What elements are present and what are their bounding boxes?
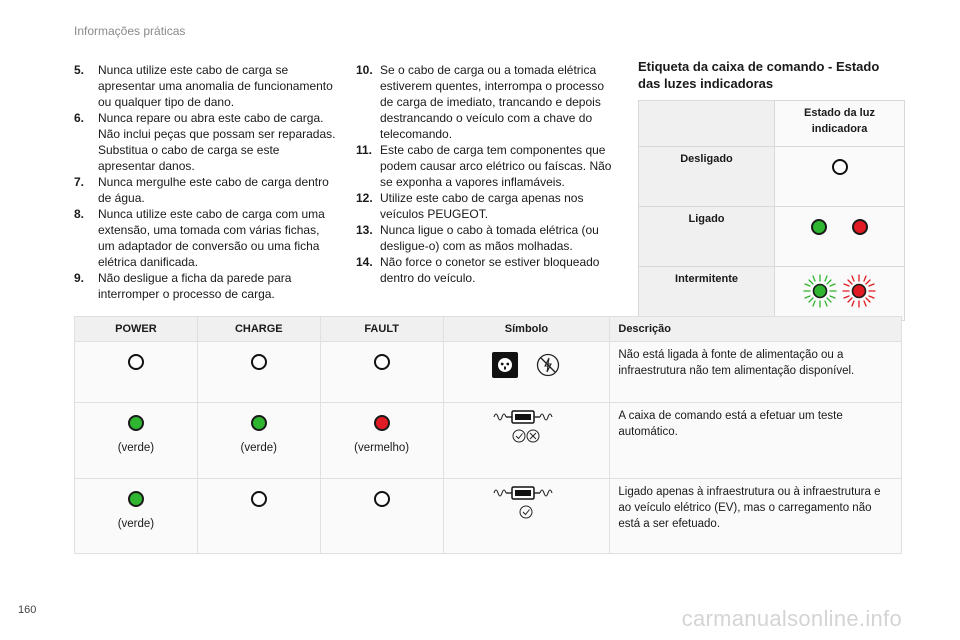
fault-cell — [320, 479, 443, 554]
warning-number: 12. — [356, 191, 373, 205]
led-green-icon — [128, 491, 144, 507]
led-on-cell — [775, 207, 905, 267]
led-green-icon — [128, 415, 144, 431]
table-row — [75, 479, 902, 554]
warning-text: Nunca utilize este cabo de carga se apresentar uma anomalia de funcionamento ou qualquer tipo de dano. — [98, 63, 333, 109]
plug-icon — [492, 352, 518, 378]
warning-number: 10. — [356, 63, 373, 77]
warning-number: 13. — [356, 223, 373, 237]
warning-item — [74, 174, 339, 206]
led-off-icon — [251, 354, 267, 370]
led-color-caption: (verde) — [117, 518, 155, 530]
led-color-caption: (verde) — [117, 442, 155, 454]
symbol-cell — [443, 479, 610, 554]
led-off-icon — [128, 354, 144, 370]
charge-cell — [197, 342, 320, 403]
description-text: Não está ligada à fonte de alimentação ou a infraestrutura não tem alimentação disponível. — [610, 342, 902, 403]
warning-number: 14. — [356, 255, 373, 269]
indicator-label-table — [638, 100, 905, 321]
no-power-icon — [535, 352, 561, 378]
led-red-icon — [852, 219, 868, 235]
warning-text: Nunca ligue o cabo à tomada elétrica (ou desligue-o) com as mãos molhadas. — [380, 223, 599, 253]
warning-text: Utilize este cabo de carga apenas nos veículos PEUGEOT. — [380, 191, 584, 221]
warning-item — [74, 206, 339, 270]
power-cell — [75, 479, 198, 554]
header-symbol: Símbolo — [443, 317, 610, 342]
warning-number: 7. — [74, 175, 85, 189]
led-off-icon — [251, 491, 267, 507]
state-label-off: Desligado — [639, 147, 775, 207]
watermark: carmanualsonline.info — [681, 606, 902, 631]
charge-cell — [197, 403, 320, 479]
symbol-cell — [443, 403, 610, 479]
warning-text: Nunca mergulhe este cabo de carga dentro de água. — [98, 175, 329, 205]
cable-check-icon — [492, 485, 560, 521]
warning-number: 6. — [74, 111, 85, 125]
header-charge: CHARGE — [197, 317, 320, 342]
label-table-title: Etiqueta da caixa de comando - Estado das luzes indicadoras — [638, 59, 880, 91]
led-red-icon — [374, 415, 390, 431]
warning-item — [356, 190, 618, 222]
warning-text: Nunca utilize este cabo de carga com uma extensão, uma tomada com várias fichas, um adaptador de conversão ou uma ficha elétrica danificada. — [98, 207, 325, 269]
led-off-icon — [374, 354, 390, 370]
power-cell — [75, 342, 198, 403]
warnings-list-left — [74, 62, 339, 302]
warning-text: Não desligue a ficha da parede para interromper o processo de carga. — [98, 271, 292, 301]
state-label-on: Ligado — [639, 207, 775, 267]
led-red-blinking-icon — [841, 273, 877, 309]
empty-header-cell — [639, 101, 775, 147]
table-row — [75, 403, 902, 479]
indicator-state-header: Estado da luz indicadora — [775, 101, 905, 147]
warning-text: Não force o conetor se estiver bloqueado dentro do veículo. — [380, 255, 600, 285]
warning-number: 8. — [74, 207, 85, 221]
warning-text: Nunca repare ou abra este cabo de carga. Não inclui peças que possam ser reparadas. Substitua o cabo de carga se este apresentar danos. — [98, 111, 336, 173]
fault-cell — [320, 342, 443, 403]
led-blinking-cell — [775, 267, 905, 321]
description-text: Ligado apenas à infraestrutura ou à infraestrutura e ao veículo elétrico (EV), mas o carregamento não está a ser efetuado. — [610, 479, 902, 554]
warning-number: 11. — [356, 143, 373, 157]
led-off-cell — [775, 147, 905, 207]
power-cell — [75, 403, 198, 479]
warning-item — [356, 62, 618, 142]
charge-cell — [197, 479, 320, 554]
led-off-icon — [374, 491, 390, 507]
fault-cell — [320, 403, 443, 479]
warning-number: 9. — [74, 271, 85, 285]
warning-item — [74, 110, 339, 174]
warnings-list-right — [356, 62, 618, 286]
table-row — [75, 342, 902, 403]
led-off-icon — [832, 159, 848, 175]
section-header: Informações práticas — [74, 24, 186, 38]
warning-text: Se o cabo de carga ou a tomada elétrica estiverem quentes, interrompa o processo de carga de imediato, trancando e depois destrancando o veículo com a chave do telecomando. — [380, 63, 605, 141]
status-table-header-row — [75, 317, 902, 342]
page-number: 160 — [18, 604, 37, 616]
header-power: POWER — [75, 317, 198, 342]
status-table — [74, 316, 902, 554]
warning-item — [74, 62, 339, 110]
symbol-cell — [443, 342, 610, 403]
led-green-blinking-icon — [802, 273, 838, 309]
cable-check-cross-icon — [492, 409, 560, 445]
warning-text: Este cabo de carga tem componentes que podem causar arco elétrico ou faíscas. Não se exponha a vapores inflamáveis. — [380, 143, 612, 189]
warning-item — [74, 270, 339, 302]
description-text: A caixa de comando está a efetuar um teste automático. — [610, 403, 902, 479]
header-fault: FAULT — [320, 317, 443, 342]
led-color-caption: (verde) — [240, 442, 277, 454]
warning-item — [356, 254, 618, 286]
state-label-blinking: Intermitente — [639, 267, 775, 321]
led-green-icon — [251, 415, 267, 431]
warning-item — [356, 222, 618, 254]
warning-number: 5. — [74, 63, 85, 77]
warning-item — [356, 142, 618, 190]
led-color-caption: (vermelho) — [354, 442, 410, 454]
led-green-icon — [811, 219, 827, 235]
header-description: Descrição — [610, 317, 902, 342]
